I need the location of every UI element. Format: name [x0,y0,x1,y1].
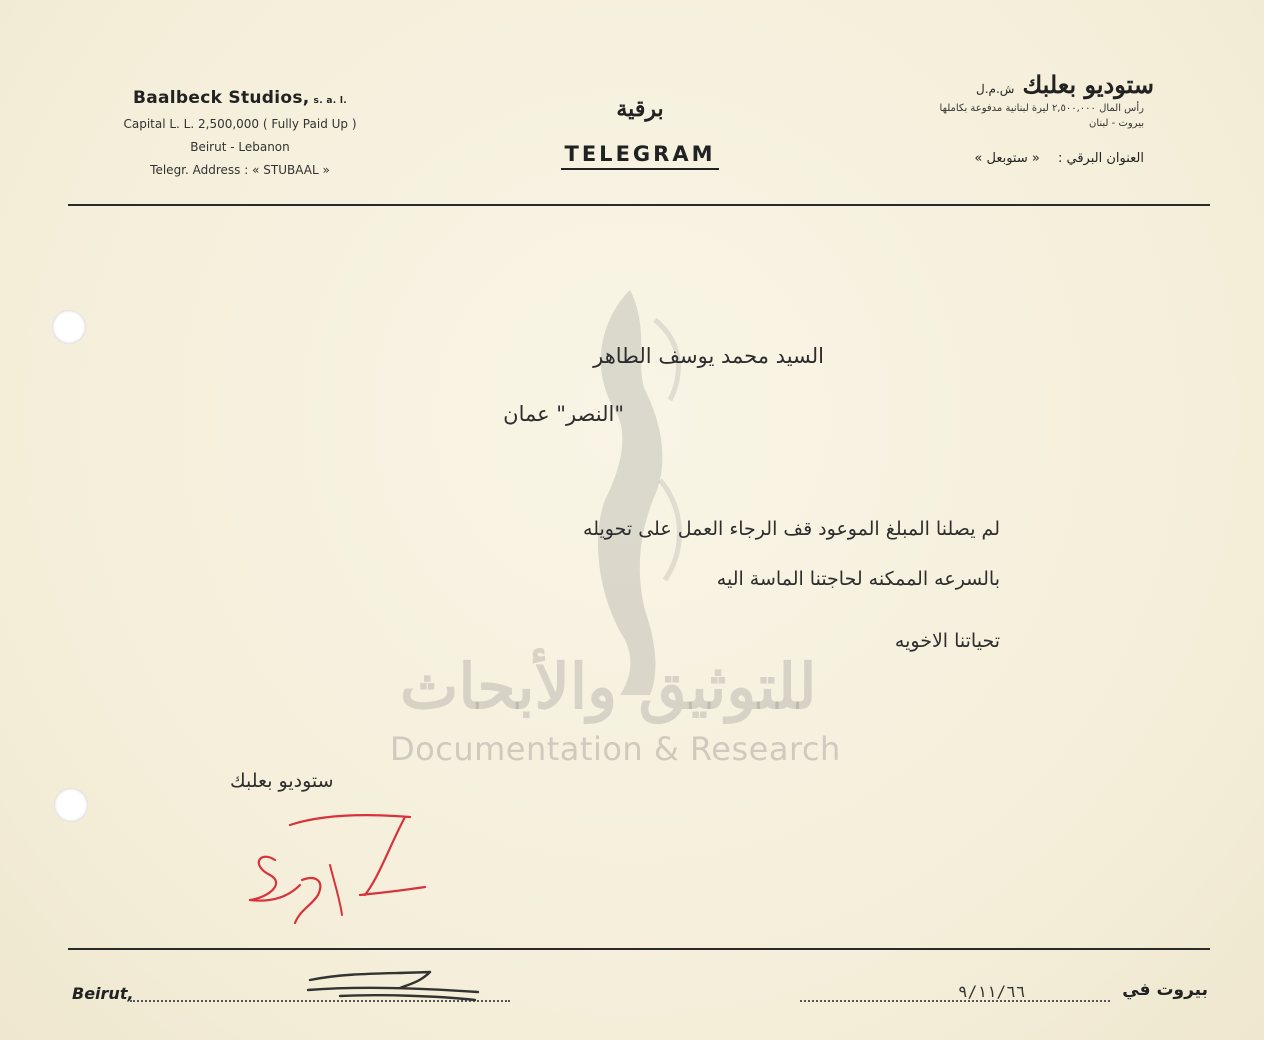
company-name-en [60,88,420,108]
title-english: TELEGRAM [561,142,720,170]
letterhead-english [60,88,420,177]
watermark-logo-icon [560,280,700,700]
message-line-1: لم يصلنا المبلغ الموعود قف الرجاء العمل على تحويله [583,518,1000,540]
footer-divider [68,948,1210,950]
company-capital: Capital L. L. 2,500,000 ( Fully Paid Up ) [123,117,357,131]
header-divider [68,204,1210,206]
watermark-text: Documentation & Research [390,730,841,768]
footer-beirut-en: Beirut, [72,984,134,1003]
stamp-scribble [300,966,490,1006]
recipient-address: "النصر" عمان [503,402,624,426]
letterhead-arabic [884,70,1154,166]
punch-hole-bottom [54,788,88,822]
footer-dotline-right [800,1000,1110,1002]
footer-date: ٩/١١/٦٦ [958,982,1026,1001]
punch-hole-top [52,310,86,344]
watermark-arabic: للتوثيق والأبحاث [400,650,817,723]
handwritten-signature [230,805,440,935]
company-capital-ar: رأس المال ٢,٥٠٠,٠٠٠ ليرة لبنانية مدفوعة بكاملها [939,103,1144,114]
telegraphic-label-ar: العنوان البرقي : [1057,151,1144,166]
company-name-ar [884,70,1154,99]
company-suffix-ar: ش.م.ل [976,82,1015,96]
telegraphic-address-ar [884,151,1154,166]
company-name-ar-text: ستوديو بعلبك [1022,70,1154,99]
telegraphic-value-ar: « ستوبعل » [974,151,1040,166]
recipient-name: السيد محمد يوسف الطاهر [593,344,824,368]
company-city-ar: بيروت - لبنان [1089,118,1144,129]
company-name-text: Baalbeck Studios, [132,88,310,108]
document-title [520,96,760,170]
company-suffix: s. a. l. [313,96,347,106]
message-line-2: بالسرعه الممكنه لحاجتنا الماسة اليه [716,568,1000,590]
telegraphic-address: Telegr. Address : « STUBAAL » [150,163,330,177]
signature-company: ستوديو بعلبك [230,770,334,792]
title-arabic: برقية [616,96,664,122]
footer-beirut-ar: بيروت في [1122,980,1208,1000]
company-city: Beirut - Lebanon [190,140,290,154]
message-closing: تحياتنا الاخويه [894,630,1000,652]
